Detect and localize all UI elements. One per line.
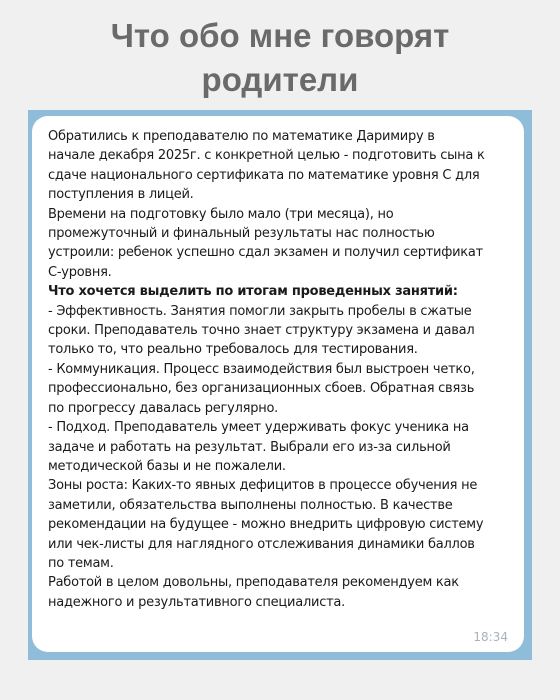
- message-timestamp: 18:34: [473, 630, 508, 644]
- message-line: - Коммуникация. Процесс взаимодействия был выстроен четко,: [48, 361, 475, 377]
- message-line: сроки. Преподаватель точно знает структуру экзамена и давал: [48, 323, 475, 339]
- message-line: только то, что реально требовалось для тестирования.: [48, 342, 418, 358]
- message-line: - Подход. Преподаватель умеет удерживать фокус ученика на: [48, 420, 469, 436]
- message-line: Времени на подготовку было мало (три месяца), но: [48, 206, 394, 222]
- message-line-bold: Что хочется выделить по итогам проведенных занятий:: [48, 284, 458, 300]
- message-line: рекомендации на будущее - можно внедрить цифровую систему: [48, 517, 484, 533]
- message-line: профессионально, без организационных сбоев. Обратная связь: [48, 381, 475, 397]
- message-line: заметили, обязательства выполнены полностью. В качестве: [48, 497, 453, 513]
- message-line: Зоны роста: Каких-то явных дефицитов в процессе обучения не: [48, 478, 478, 494]
- heading-line-1: Что обо мне говорят: [110, 17, 450, 54]
- message-line: - Эффективность. Занятия помогли закрыть пробелы в сжатые: [48, 303, 472, 319]
- message-line: надежного и результативного специалиста.: [48, 594, 346, 610]
- message-line: поступления в лицей.: [48, 187, 194, 203]
- message-line: Работой в целом довольны, преподавателя рекомендуем как: [48, 575, 459, 591]
- message-line: или чек-листы для наглядного отслеживания динамики баллов: [48, 536, 475, 552]
- message-line: устроили: ребенок успешно сдал экзамен и получил сертификат: [48, 245, 483, 261]
- message-line: начале декабря 2025г. с конкретной целью - подготовить сына к: [48, 148, 485, 164]
- message-line: сдаче национального сертификата по математике уровня С для: [48, 167, 480, 183]
- message-line: С-уровня.: [48, 264, 112, 280]
- message-text: [48, 127, 510, 612]
- message-line: промежуточный и финальный результаты нас полностью: [48, 226, 435, 242]
- message-line: задаче и работать на результат. Выбрали его из-за сильной: [48, 439, 451, 455]
- message-bubble: [32, 116, 524, 652]
- page-heading: [0, 14, 560, 102]
- message-line: Обратились к преподавателю по математике Даримиру в: [48, 129, 435, 144]
- message-line: методической базы и не пожалели.: [48, 458, 286, 474]
- message-line: по прогрессу давалась регулярно.: [48, 400, 279, 416]
- message-line: по темам.: [48, 555, 114, 571]
- heading-line-2: родители: [201, 61, 359, 98]
